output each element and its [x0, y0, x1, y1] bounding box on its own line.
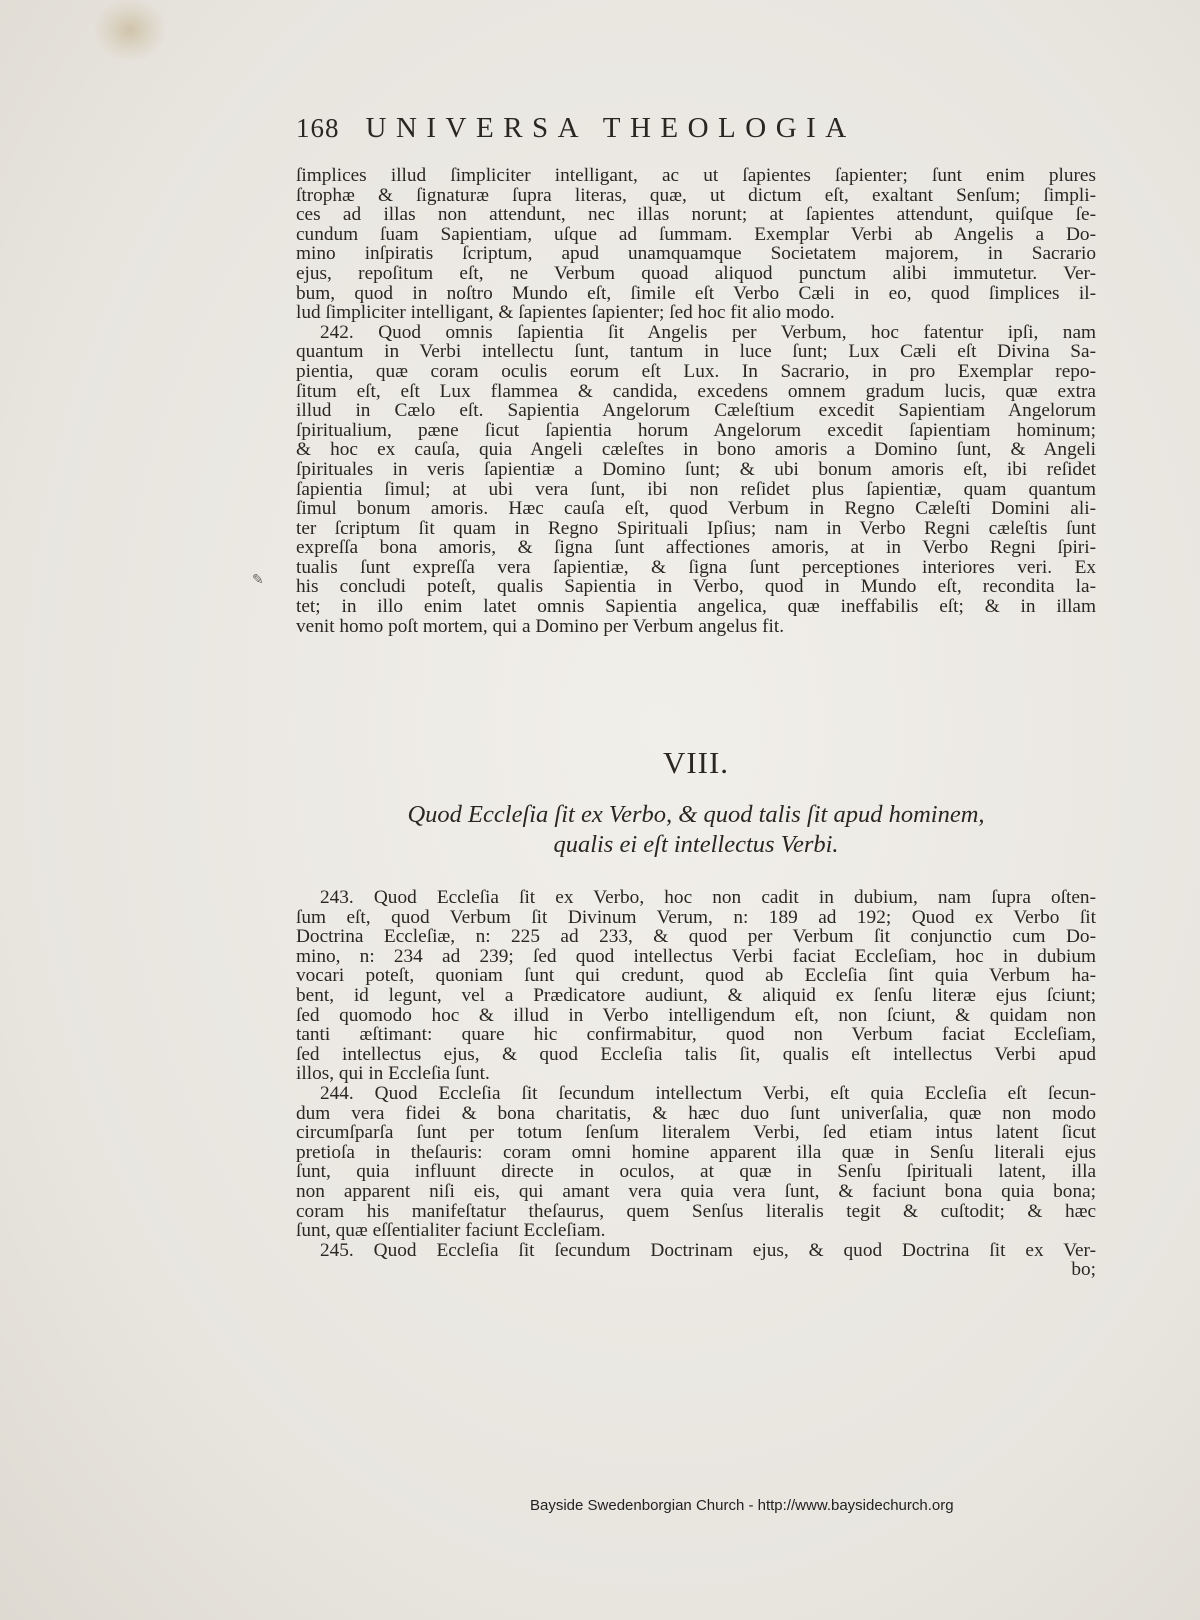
text-line: 242. Quod omnis ſapientia ſit Angelis per Verbum, hoc fatentur ipſi, nam [320, 321, 1096, 343]
running-title: UNIVERSA THEOLOGIA [365, 112, 856, 144]
text-line: vocari poteſt, quoniam ſunt qui credunt, quod ab Eccleſia ſint quia Verbum ha- [296, 965, 1096, 987]
text-line: tualis ſunt expreſſa vera ſapientiæ, & ſigna ſunt perceptiones interiores veri. Ex [296, 556, 1096, 578]
text-line: illud in Cælo eſt. Sapientia Angelorum Cæleſtium excedit Sapientiam Angelorum [296, 400, 1096, 422]
text-line: bo; [1071, 1259, 1096, 1281]
text-line: ter ſcriptum ſit quam in Regno Spirituali Ipſius; nam in Verbo Regni cæleſtis ſunt [296, 517, 1096, 539]
footer-credit: Bayside Swedenborgian Church - http://www.baysidechurch.org [530, 1497, 954, 1514]
section-title [296, 800, 1096, 860]
text-line: mino, n: 234 ad 239; ſed quod intellectus Verbi faciat Eccleſiam, hoc in dubium [296, 945, 1096, 967]
text-line: ces ad illas non attendunt, nec illas norunt; at ſapientes attendunt, quiſque ſe- [296, 204, 1096, 226]
text-line: ſum eſt, quod Verbum ſit Divinum Verum, n: 189 ad 192; Quod ex Verbo ſit [296, 906, 1096, 928]
text-line: expreſſa bona amoris, & ſigna ſunt affectiones amoris, at in Verbo Regni ſpiri- [296, 537, 1096, 559]
text-line: ſpirituales in veris ſapientiæ a Domino ſunt; & ubi bonum amoris eſt, ibi reſidet [296, 458, 1096, 480]
text-line: bum, quod in noſtro Mundo eſt, ſimile eſt Verbo Cæli in eo, quod ſimplices il- [296, 282, 1096, 304]
text-line: lud ſimpliciter intelligant, & ſapientes ſapienter; ſed hoc fit alio modo. [296, 302, 835, 324]
running-header [296, 112, 1016, 152]
text-line: 245. Quod Eccleſia ſit ſecundum Doctrinam ejus, & quod Doctrina ſit ex Ver- [320, 1239, 1096, 1261]
text-line: ſitum eſt, eſt Lux flammea & candida, excedens omnem gradum lucis, quæ extra [296, 380, 1096, 402]
text-line: bent, id legunt, vel a Prædicatore audiunt, & aliquid ex ſenſu literæ ejus ſciunt; [296, 984, 1096, 1006]
text-line: & hoc ex cauſa, quia Angeli cæleſtes in bono amoris a Domino ſunt, & Angeli [296, 439, 1096, 461]
body-text-lower [296, 888, 1096, 1280]
text-line: dum vera fidei & bona charitatis, & hæc duo ſunt univerſalia, quæ non modo [296, 1102, 1096, 1124]
section-title-line-2: qualis ei eſt intellectus Verbi. [553, 831, 839, 858]
text-line: ſimplices illud ſimpliciter intelligant, ac ut ſapientes ſapienter; ſunt enim plures [296, 165, 1096, 186]
text-line: venit homo poſt mortem, qui a Domino per Verbum angelus fit. [296, 615, 785, 637]
text-line: ſed quomodo hoc & illud in Verbo intelligendum eſt, non ſciunt, & quidam non [296, 1004, 1096, 1026]
text-line: Doctrina Eccleſiæ, n: 225 ad 233, & quod per Verbum ſit conjunctio cum Do- [296, 926, 1096, 948]
text-line: mino inſpiratis ſcriptum, apud unamquamque Societatem majorem, in Sacrario [296, 243, 1096, 265]
text-line: ſunt, quæ eſſentialiter faciunt Eccleſiam. [296, 1220, 606, 1242]
page-number: 168 [296, 113, 340, 143]
text-line: tanti æſtimant: quare hic confirmabitur, quod non Verbum faciat Eccleſiam, [296, 1024, 1096, 1046]
text-line: circumſparſa ſunt per totum ſenſum literalem Verbi, ſed etiam intus latent ſicut [296, 1122, 1096, 1144]
body-text-upper [296, 166, 1096, 636]
text-line: his concludi poteſt, qualis Sapientia in Verbo, quod in Mundo eſt, recondita la- [296, 576, 1096, 598]
text-line: pientia, quæ coram oculis eorum eſt Lux. In Sacrario, in pro Exemplar repo- [296, 360, 1096, 382]
text-line: ſunt, quia influunt directe in oculos, at quæ in Senſu ſpirituali latent, illa [296, 1161, 1096, 1183]
margin-mark-icon: ✎ [252, 573, 264, 588]
text-line: ſimul bonum amoris. Hæc cauſa eſt, quod Verbum in Regno Cæleſti Domini ali- [296, 498, 1096, 520]
section-number: VIII. [662, 745, 730, 780]
text-line: 244. Quod Eccleſia ſit ſecundum intellectum Verbi, eſt quia Eccleſia eſt ſecun- [320, 1082, 1096, 1104]
text-line: ſapientia ſimul; at ubi vera ſunt, ibi non reſidet plus ſapientiæ, quam quantum [296, 478, 1096, 500]
text-line: ſpiritualium, pæne ſicut ſapientia horum Angelorum excedit ſapientiam hominum; [296, 419, 1096, 441]
text-line: cundum ſuam Sapientiam, uſque ad ſummam. Exemplar Verbi ab Angelis a Do- [296, 223, 1096, 245]
paper-stain [95, 0, 165, 60]
text-line: coram his manifeſtatur theſaurus, quem Senſus literalis tegit & cuſtodit; & hæc [296, 1200, 1096, 1222]
text-line: illos, qui in Eccleſia ſunt. [296, 1063, 490, 1085]
text-line: non apparent niſi eis, qui amant vera quia vera ſunt, & faciunt bona quia bona; [296, 1180, 1096, 1202]
text-line: 243. Quod Eccleſia ſit ex Verbo, hoc non cadit in dubium, nam ſupra oſten- [320, 887, 1096, 908]
text-line: ejus, repoſitum eſt, ne Verbum quoad aliquod punctum alibi immutetur. Ver- [296, 262, 1096, 284]
text-line: ſed intellectus ejus, & quod Eccleſia talis ſit, qualis eſt intellectus Verbi apud [296, 1043, 1096, 1065]
text-line: tet; in illo enim latet omnis Sapientia angelica, quæ ineffabilis eſt; & in illam [296, 596, 1096, 618]
text-line: quantum in Verbi intellectu ſunt, tantum in luce ſunt; Lux Cæli eſt Divina Sa- [296, 341, 1096, 363]
section-title-line-1: Quod Eccleſia ſit ex Verbo, & quod talis ſit apud hominem, [407, 801, 985, 828]
text-line: ſtrophæ & ſignaturæ ſupra literas, quæ, ut dictum eſt, exaltant Senſum; ſimpli- [296, 184, 1096, 206]
text-line: pretioſa in theſauris: coram omni homine apparent illa quæ in Senſu literali ejus [296, 1141, 1096, 1163]
